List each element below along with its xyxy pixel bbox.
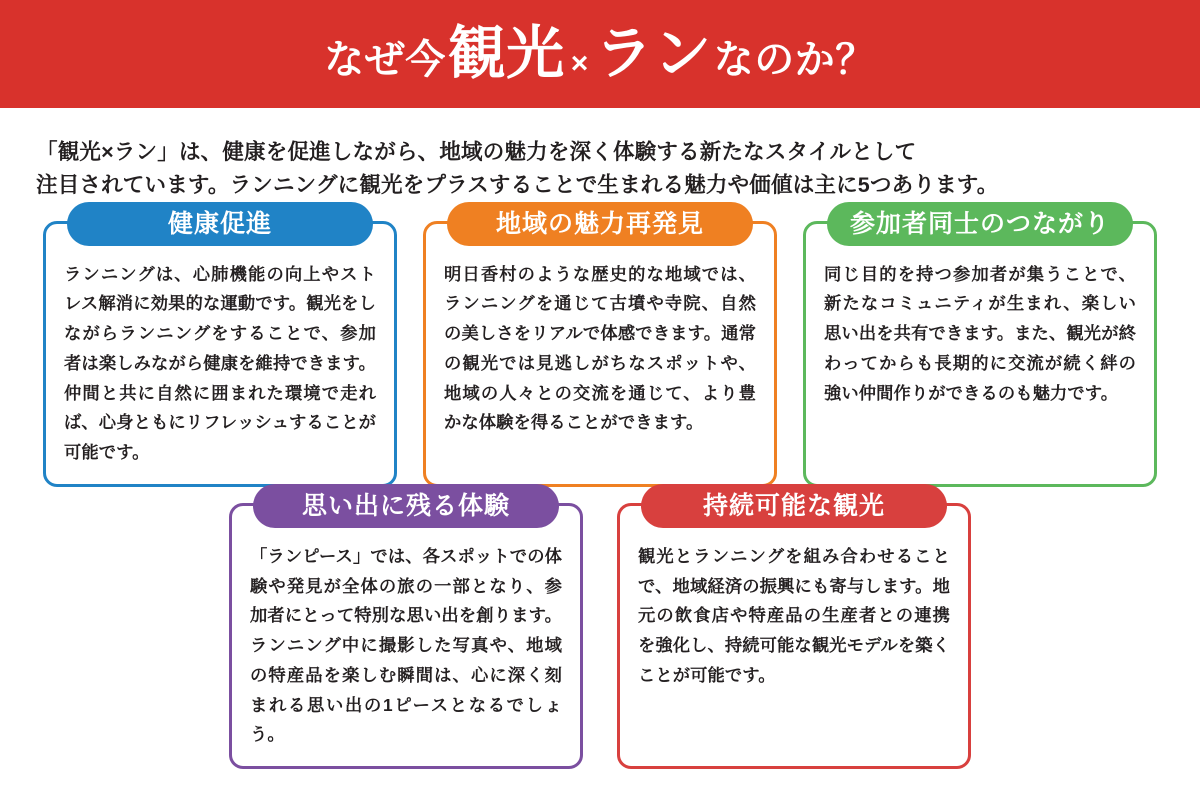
title-part-3: × <box>570 47 589 80</box>
card-title-sustainable-tourism: 持続可能な観光 <box>641 484 947 528</box>
title-part-5: なのか？ <box>713 38 876 82</box>
card-body-sustainable-tourism: 観光とランニングを組み合わせることで、地域経済の振興にも寄与します。地元の飲食店や特産品の生産者との連携を強化し、持続可能な観光モデルを築くことが可能です。 <box>638 545 950 685</box>
card-body-memorable-experience: 「ランピース」では、各スポットでの体験や発見が全体の旅の一部となり、参加者にとって特別な思い出を創ります。ランニング中に撮影した写真や、地域の特産品を楽しむ瞬間は、心に深く刻まれる思い出の1ピースとなるでしょう。 <box>250 545 562 745</box>
lead-line-1: 「観光×ラン」は、健康を促進しながら、地域の魅力を深く体験する新たなスタイルとして <box>36 140 917 164</box>
card-participant-connections <box>803 209 1157 487</box>
lead-paragraph <box>36 136 1164 203</box>
lead-line-2: 注目されています。ランニングに観光をプラスすることで生まれる魅力や価値は主に5つあります。 <box>36 173 999 198</box>
page-title <box>324 21 876 86</box>
title-part-2: 観光 <box>447 21 565 86</box>
card-body-rediscover-local-charm: 明日香村のような歴史的な地域では、ランニングを通じて古墳や寺院、自然の美しさをリアルで体感できます。通常の観光では見逃しがちなスポットや、地域の人々との交流を通じて、より豊かな体験を得ることができます。 <box>444 263 756 433</box>
card-rediscover-local-charm <box>423 209 777 487</box>
title-part-1: なぜ今 <box>324 38 446 82</box>
card-title-participant-connections: 参加者同士のつながり <box>827 202 1133 246</box>
card-body-health-promotion: ランニングは、心肺機能の向上やストレス解消に効果的な運動です。観光をしながらランニングをすることで、参加者は楽しみながら健康を維持できます。仲間と共に自然に囲まれた環境で走れば、心身ともにリフレッシュすることが可能です。 <box>64 263 376 463</box>
card-body-participant-connections: 同じ目的を持つ参加者が集うことで、新たなコミュニティが生まれ、楽しい思い出を共有できます。また、観光が終わってからも長期的に交流が続く絆の強い仲間作りができるのも魅力です。 <box>824 263 1136 403</box>
card-title-memorable-experience: 思い出に残る体験 <box>253 484 559 528</box>
header-banner <box>0 0 1200 108</box>
card-row-top <box>0 209 1200 487</box>
title-part-4: ラン <box>594 21 712 86</box>
card-title-health-promotion: 健康促進 <box>67 202 373 246</box>
card-memorable-experience <box>229 491 583 769</box>
card-title-rediscover-local-charm: 地域の魅力再発見 <box>447 202 753 246</box>
card-health-promotion <box>43 209 397 487</box>
card-row-bottom <box>0 491 1200 769</box>
card-sustainable-tourism <box>617 491 971 769</box>
